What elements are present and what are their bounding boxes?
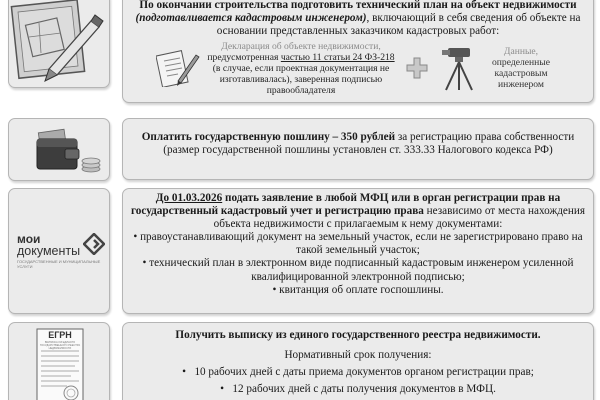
engineer-data-title: Данные, bbox=[503, 46, 539, 58]
step1-title-bold: По окончании строительства подготовить технический план на объект недвижимости bbox=[139, 0, 577, 11]
surveyor-level-icon bbox=[438, 44, 480, 92]
declaration-title: Декларация об объекте недвижимости, bbox=[221, 40, 381, 52]
egrn-subtitle: ВЫПИСКА ИЗ ЕДИНОГО ГОСУДАРСТВЕННОГО РЕЕСТРА НЕДВИЖИМОСТИ bbox=[39, 341, 81, 350]
step4-subtitle: Нормативный срок получения: bbox=[284, 349, 432, 361]
moi-dokumenty-mark-icon bbox=[83, 233, 105, 255]
list-item: • технический план в электронном виде подписанный кадастровым инженером усиленной квалифицированной электронной подписью; bbox=[142, 257, 574, 283]
step4-icon-card bbox=[8, 322, 110, 400]
step1-title-italic: (подготавливается кадастровым инженером) bbox=[135, 12, 367, 25]
step3-deadline-date: До 01.03.2026 bbox=[155, 192, 223, 204]
step1-title-rest: , включающий в себя сведения об объекте на основании представленных заказчиком кадастровых работ: bbox=[216, 12, 581, 38]
step1-icon-card bbox=[8, 0, 110, 88]
step1-title bbox=[129, 0, 587, 39]
step2-card bbox=[122, 118, 594, 180]
moi-dokumenty-logo bbox=[17, 233, 103, 269]
egrn-title: ЕГРН bbox=[48, 330, 72, 340]
engineer-data-text: определенные кадастровым инженером bbox=[491, 57, 551, 91]
step2-fee-bold: Оплатить государственную пошлину – 350 рублей bbox=[141, 131, 396, 143]
step3-heading-rest: независимо от места нахождения объекта недвижимости с прилагаемым к нему документами: bbox=[213, 205, 585, 231]
step4-card bbox=[122, 322, 594, 400]
list-item: • квитанция об оплате госпошлины. bbox=[272, 283, 444, 296]
step4-title: Получить выписку из единого государственного реестра недвижимости. bbox=[175, 329, 541, 341]
step2-fee-rest: за регистрацию права собственности (размер государственной пошлины установлен ст. 333.33 Налогового кодекса РФ) bbox=[163, 131, 575, 157]
list-item: • правоустанавливающий документ на земельный участок, если не зарегистрировано право на такой земельный участок; bbox=[133, 231, 583, 257]
engineer-data-note bbox=[482, 46, 560, 90]
list-item-text: 12 рабочих дней с даты получения документов в МФЦ. bbox=[232, 383, 496, 395]
document-pen-icon bbox=[156, 49, 200, 87]
list-item bbox=[131, 382, 585, 396]
step2-icon-card bbox=[8, 118, 110, 181]
step1-documents-row bbox=[129, 41, 587, 96]
list-item bbox=[131, 365, 585, 379]
step3-heading bbox=[131, 192, 585, 231]
bullet-icon: • bbox=[220, 383, 233, 395]
logo-word-moi: мои bbox=[17, 232, 41, 246]
step3-card bbox=[122, 188, 594, 314]
logo-subtitle: ГОСУДАРСТВЕННЫЕ И МУНИЦИПАЛЬНЫЕ УСЛУГИ bbox=[17, 259, 101, 269]
list-item-text: 10 рабочих дней с даты приема документов органом регистрации прав; bbox=[194, 366, 534, 378]
blueprint-icon bbox=[9, 0, 109, 93]
step1-card bbox=[122, 0, 594, 103]
declaration-note bbox=[206, 41, 396, 96]
declaration-law-link[interactable]: частью 11 статьи 24 ФЗ-218 bbox=[280, 51, 395, 63]
logo-word-dokumenty: документы bbox=[17, 244, 81, 258]
declaration-pre: предусмотренная bbox=[207, 51, 281, 63]
step3-icon-card bbox=[8, 188, 110, 314]
step3-heading-bold: подать заявление в любой МФЦ или в орган регистрации прав на государственный кадастровый учет и регистрацию права bbox=[131, 192, 561, 218]
declaration-post: (в случае, если проектная документация не изготавливалась), заверенная подписью правообладателя bbox=[212, 62, 390, 96]
plus-icon bbox=[406, 57, 428, 79]
wallet-icon bbox=[9, 121, 109, 181]
bullet-icon: • bbox=[182, 366, 195, 378]
